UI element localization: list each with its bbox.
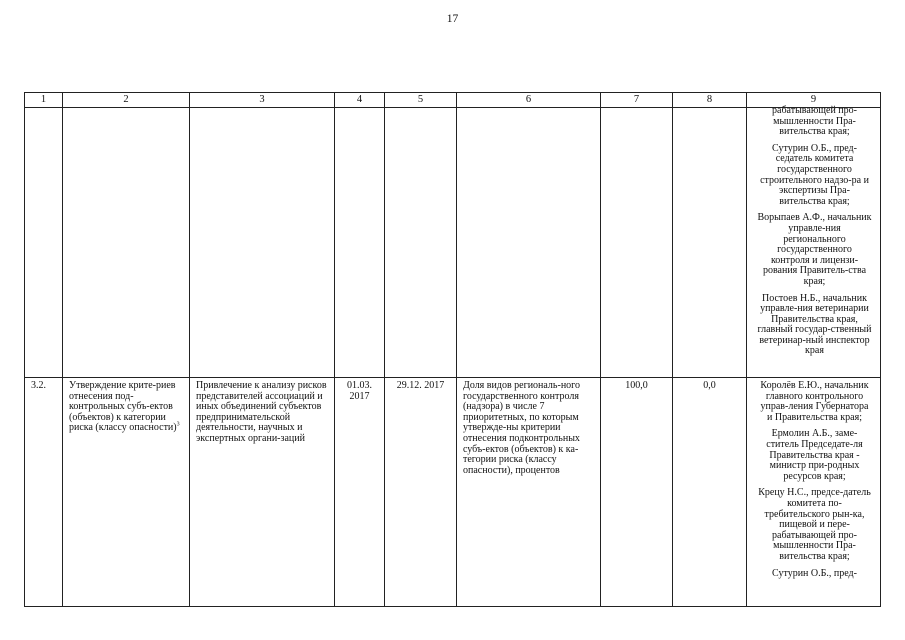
header-col-9: 9: [747, 93, 881, 108]
responsible-entry: Ворыпаев А.Ф., начальник управле-ния регионального государственного контроля и лицензи-рования Правитель-ства края;: [757, 212, 872, 287]
responsible-entry: Сутурин О.Б., пред-: [772, 567, 857, 579]
table-row: [25, 378, 881, 607]
header-col-8: 8: [673, 93, 747, 108]
cell-end-date: 29.12. 2017: [385, 378, 457, 607]
cell-start-date: [335, 108, 385, 378]
cell-measure: [63, 108, 190, 378]
cell-end-date: [385, 108, 457, 378]
cell-description: Привлечение к анализу рисков представителей ассоциаций и иных объединений субъектов предпринимательской деятельности, научных и экспертных органи-заций: [190, 378, 335, 607]
cell-base-value: [673, 108, 747, 378]
header-col-2: 2: [63, 93, 190, 108]
header-col-7: 7: [601, 93, 673, 108]
responsible-entry: Крецу Н.С., предсе-датель комитета по-требительского рын-ка, пищевой и пере-рабатывающей про-мышленности Пра-вительства края;: [758, 487, 871, 562]
cell-start-date: 01.03. 2017: [335, 378, 385, 607]
header-col-3: 3: [190, 93, 335, 108]
cell-description: [190, 108, 335, 378]
cell-responsible: [747, 105, 881, 378]
page-number: 17: [446, 13, 459, 25]
cell-measure: [63, 378, 190, 607]
header-col-5: 5: [385, 93, 457, 108]
cell-indicator: [457, 108, 601, 378]
cell-number: [25, 108, 63, 378]
cell-indicator: Доля видов региональ-ного государственного контроля (надзора) в числе 7 приоритетных, по которым утвержде-ны критерии отнесения подконтрольных субъ-ектов (объектов) к ка-тегории риска (классу опасности), процентов: [457, 378, 601, 607]
responsible-entry: Сутурин О.Б., пред-седатель комитета государственного строительного надзо-ра и экспертизы Пра-вительства края;: [760, 142, 869, 207]
header-col-4: 4: [335, 93, 385, 108]
table-row: [25, 108, 881, 378]
measure-text: Утверждение крите-риев отнесения под-контрольных субъ-ектов (объектов) к категории риска (классу опасности): [69, 380, 177, 434]
plan-table: [24, 92, 881, 607]
footnote-ref: 3: [176, 422, 180, 429]
cell-responsible: [747, 378, 881, 607]
cell-target-value: 100,0: [601, 378, 673, 607]
cell-target-value: [601, 108, 673, 378]
header-col-6: 6: [457, 93, 601, 108]
responsible-entry: рабатывающей про-мышленности Пра-вительства края;: [772, 105, 857, 138]
cell-number: 3.2.: [25, 378, 63, 607]
responsible-entry: Постоев Н.Б., начальник управле-ния ветеринарии Правительства края, главный государ-ственный ветеринар-ный инспектор края: [757, 292, 872, 357]
cell-base-value: 0,0: [673, 378, 747, 607]
responsible-entry: Ермолин А.Б., заме-ститель Председате-ля Правительства края - министр при-родных ресурсов края;: [766, 428, 863, 482]
header-col-1: 1: [25, 93, 63, 108]
responsible-entry: Королёв Е.Ю., начальник главного контрольного управ-ления Губернатора и Правительства края;: [760, 380, 869, 423]
